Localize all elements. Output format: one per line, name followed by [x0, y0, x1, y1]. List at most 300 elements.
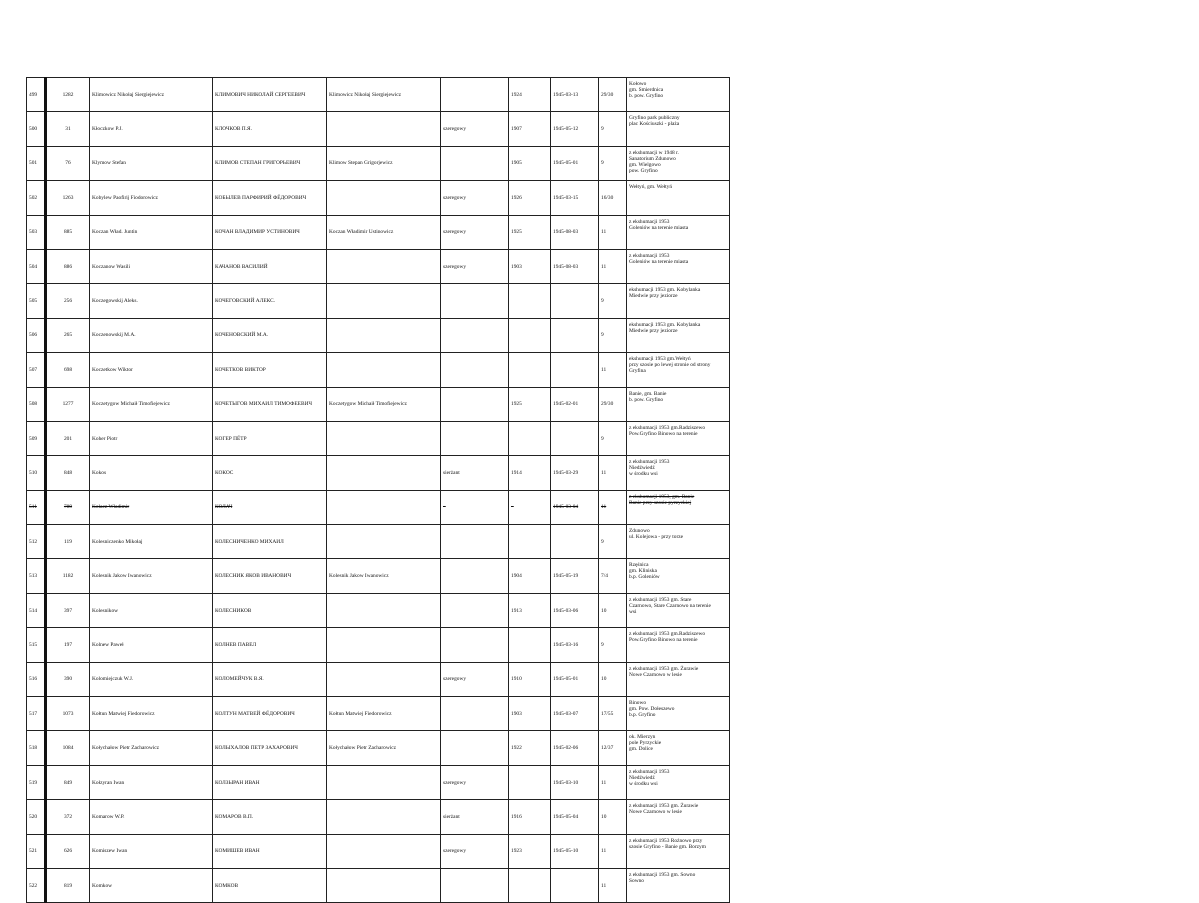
birth-year: 1907	[511, 126, 522, 133]
name-latin-cell	[90, 181, 213, 215]
birth-year-cell	[509, 353, 551, 387]
name-cyrillic-cell	[213, 387, 327, 421]
death-date-cell	[551, 731, 599, 765]
grave-number-cell	[599, 834, 627, 868]
death-date: 1945-03-06	[553, 607, 579, 614]
military-rank-cell	[441, 318, 509, 352]
record-id-cell	[46, 525, 90, 559]
military-rank-cell	[441, 112, 509, 146]
burial-location-line: Gryfina	[629, 368, 646, 375]
record-id-cell	[46, 868, 90, 902]
burial-location-line: Goleniów na terenie miasta	[629, 224, 689, 231]
birth-year: 1925	[511, 229, 522, 236]
name-latin: Koczan Wład. Juntin	[92, 229, 138, 236]
entry-number: 522	[29, 882, 38, 889]
death-date-cell	[551, 593, 599, 627]
military-rank-cell	[441, 215, 509, 249]
burial-location-line: pow. Gryfino	[629, 167, 658, 174]
entry-number: 509	[29, 435, 38, 442]
name-cyrillic: КОМКОВ	[215, 882, 239, 889]
grave-number-cell	[599, 112, 627, 146]
name-cyrillic: КОЛТУН МАТВЕЙ ФЁДОРОВИЧ	[215, 710, 295, 717]
burial-location-cell	[627, 112, 730, 146]
birth-year-cell	[509, 834, 551, 868]
birth-year-cell	[509, 249, 551, 283]
death-date: 1945-03-10	[553, 779, 579, 786]
death-date: 1945-08-03	[553, 263, 579, 270]
name-transliteration-cell	[327, 353, 441, 387]
record-id: 76	[65, 160, 71, 167]
name-cyrillic: КОЛЗЫРАН ИВАН	[215, 779, 260, 786]
name-transliteration-cell	[327, 834, 441, 868]
military-rank: szeregowy	[443, 848, 467, 855]
death-date: 1945-05-01	[553, 160, 579, 167]
grave-number: 11	[601, 469, 607, 476]
burial-location-line: z ekshumacji 1953, gm. Banie	[629, 493, 695, 500]
grave-number-cell	[599, 697, 627, 731]
table-row	[27, 249, 730, 283]
record-id: 1182	[62, 573, 74, 580]
grave-number-cell	[599, 731, 627, 765]
grave-number-cell	[599, 387, 627, 421]
record-id: 1263	[62, 194, 74, 201]
burial-location-line: z ekshumacji 1953 gm.Radziszewo	[629, 631, 706, 638]
burial-location-line: z ekshumacji 1953 gm. Sowno	[629, 871, 696, 878]
burial-location-line: Miedwie przy jeziorze	[629, 327, 678, 334]
name-latin-cell	[90, 559, 213, 593]
burial-location-line: z ekshumacji 1953 Rożnowo przy	[629, 837, 703, 844]
burial-location-line: gm. Kliniska	[629, 568, 657, 575]
table-row	[27, 215, 730, 249]
birth-year: 1903	[511, 263, 522, 270]
name-cyrillic: КОБЫЛЕВ ПАРФИРИЙ ФЁДОРОВИЧ	[215, 194, 307, 201]
birth-year-cell	[509, 112, 551, 146]
grave-number-cell	[599, 800, 627, 834]
burial-location-cell	[627, 284, 730, 318]
name-transliteration-cell	[327, 456, 441, 490]
table-row	[27, 525, 730, 559]
grave-number-cell	[599, 868, 627, 902]
name-latin-cell	[90, 490, 213, 524]
entry-number: 519	[29, 779, 38, 786]
military-rank: sierżant	[443, 469, 460, 476]
name-latin-cell	[90, 421, 213, 455]
record-id: 1073	[62, 710, 74, 717]
burial-location-line: Miedwie przy jeziorze	[629, 293, 678, 300]
grave-number-cell	[599, 628, 627, 662]
entry-number: 510	[29, 469, 38, 476]
burial-location-cell	[627, 731, 730, 765]
record-id-cell	[46, 353, 90, 387]
name-transliteration-cell	[327, 318, 441, 352]
birth-year-cell	[509, 765, 551, 799]
name-cyrillic: КОЛНЕВ ПАВЕЛ	[215, 641, 257, 648]
burial-location-line: b.p. Gryfino	[629, 712, 656, 719]
name-cyrillic: КОКОС	[215, 469, 234, 476]
birth-year-cell	[509, 628, 551, 662]
military-rank: sierżant	[443, 813, 460, 820]
name-transliteration-cell	[327, 800, 441, 834]
record-id-cell	[46, 456, 90, 490]
birth-year-cell	[509, 662, 551, 696]
name-transliteration-cell	[327, 765, 441, 799]
burial-location-cell	[627, 421, 730, 455]
name-latin: Kołychałow Pietr Zacharowicz	[92, 745, 160, 752]
name-latin-cell	[90, 78, 213, 112]
burial-location-line: przy szosie po lewej stronie od strony	[629, 362, 711, 369]
entry-number: 504	[29, 263, 38, 270]
name-cyrillic-cell	[213, 662, 327, 696]
entry-number: 516	[29, 676, 38, 683]
burial-location-line: w środku wsi	[629, 780, 658, 787]
name-latin-cell	[90, 284, 213, 318]
name-latin-cell	[90, 765, 213, 799]
name-cyrillic: КОЛОМЕЙЧУК В.Я.	[215, 676, 264, 683]
birth-year-cell	[509, 593, 551, 627]
death-date: 1945-03-29	[553, 469, 579, 476]
entry-number-cell	[27, 181, 46, 215]
record-id: 1277	[62, 401, 74, 408]
burial-location-line: Pow.Gryfino Binowo na terenie	[629, 637, 698, 644]
entry-number-cell	[27, 800, 46, 834]
name-latin: Klimowicz Nikołaj Siergiejewicz	[92, 91, 165, 98]
name-latin: Koczetygow Michaił Timofiejewicz	[92, 401, 170, 408]
entry-number-cell	[27, 868, 46, 902]
burial-location-cell	[627, 387, 730, 421]
grave-number-cell	[599, 353, 627, 387]
burial-location-line: z ekshumacji 1953 gm.Radziszewo	[629, 424, 706, 431]
entry-number-cell	[27, 662, 46, 696]
death-date-cell	[551, 421, 599, 455]
record-id-cell	[46, 78, 90, 112]
record-id-cell	[46, 215, 90, 249]
record-id: 819	[63, 882, 73, 889]
name-latin: Kołzyran Iwan	[92, 779, 125, 786]
death-date: 1945-05-01	[553, 676, 579, 683]
entry-number-cell	[27, 765, 46, 799]
name-transliteration: Kołychałow Pietr Zacharowicz	[329, 745, 397, 752]
table-row	[27, 181, 730, 215]
table-row	[27, 800, 730, 834]
burial-location-cell	[627, 525, 730, 559]
name-cyrillic: КОМАРОВ В.П.	[215, 813, 254, 820]
burial-location-line: b. pow. Gryfino	[629, 396, 664, 403]
record-id: 849	[63, 779, 73, 786]
table-row	[27, 765, 730, 799]
name-cyrillic: КОМИШЕВ ИВАН	[215, 848, 260, 855]
military-rank-cell	[441, 525, 509, 559]
name-cyrillic-cell	[213, 284, 327, 318]
name-latin: Koczetkow Wiktor	[92, 366, 133, 373]
death-date-cell	[551, 215, 599, 249]
burial-location-line: z ekshumacji w 1948 r.	[629, 149, 679, 156]
table-row	[27, 662, 730, 696]
name-transliteration-cell	[327, 868, 441, 902]
birth-year: 1916	[511, 813, 522, 820]
burial-location-line: Binowo	[629, 700, 647, 707]
birth-year: 1926	[511, 194, 522, 201]
name-cyrillic: КОЧЕТКОВ ВИКТОР	[215, 366, 266, 373]
name-transliteration: Kolesnik Jakow Iwanowicz	[329, 573, 389, 580]
name-latin: Komiszew Iwan	[92, 848, 128, 855]
table-row	[27, 731, 730, 765]
record-id: 31	[65, 126, 71, 133]
name-cyrillic-cell	[213, 112, 327, 146]
entry-number-cell	[27, 697, 46, 731]
name-latin: Koczegowskij Aleks.	[92, 298, 138, 305]
burial-location-line: plac Kościuszki - plaża	[629, 121, 680, 128]
name-cyrillic-cell	[213, 765, 327, 799]
birth-year: –	[511, 504, 514, 511]
birth-year-cell	[509, 387, 551, 421]
entry-number-cell	[27, 353, 46, 387]
record-id: 848	[63, 469, 73, 476]
burial-location-line: ok. Mierzyn	[629, 734, 656, 741]
entry-number: 520	[29, 813, 38, 820]
burial-location-cell	[627, 318, 730, 352]
table-row	[27, 78, 730, 112]
grave-number-cell	[599, 559, 627, 593]
name-cyrillic: КОЧЕНОВСКИЙ М.А.	[215, 332, 269, 339]
name-cyrillic-cell	[213, 525, 327, 559]
name-cyrillic: КОЛЕСНИК ЯКОВ ИВАНОВИЧ	[215, 573, 292, 580]
entry-number: 518	[29, 745, 38, 752]
death-date-cell	[551, 697, 599, 731]
burial-location-line: Zdunowo	[629, 528, 650, 535]
grave-number-cell	[599, 181, 627, 215]
entry-number-cell	[27, 628, 46, 662]
death-date-cell	[551, 834, 599, 868]
entry-number-cell	[27, 78, 46, 112]
name-cyrillic: КЛОЧКОВ П.Я.	[215, 126, 252, 133]
record-id-cell	[46, 421, 90, 455]
record-id-cell	[46, 800, 90, 834]
name-transliteration-cell	[327, 697, 441, 731]
entry-number-cell	[27, 834, 46, 868]
birth-year-cell	[509, 559, 551, 593]
name-latin: Klymow Stefan	[92, 160, 126, 167]
grave-number: 11	[601, 504, 607, 511]
name-latin-cell	[90, 593, 213, 627]
entry-number: 515	[29, 641, 38, 648]
name-latin-cell	[90, 834, 213, 868]
record-id: 886	[63, 263, 73, 270]
name-transliteration: Klimow Stepan Grigorjewicz	[329, 160, 393, 167]
entry-number-cell	[27, 387, 46, 421]
military-rank-cell	[441, 593, 509, 627]
death-date-cell	[551, 628, 599, 662]
table-row	[27, 421, 730, 455]
name-cyrillic-cell	[213, 697, 327, 731]
entry-number: 513	[29, 573, 38, 580]
grave-number: 9	[601, 160, 604, 167]
burial-location-line: ekshumacji 1953 gm. Kobylanka	[629, 321, 701, 328]
birth-year-cell	[509, 697, 551, 731]
grave-number: 16/30	[601, 194, 614, 201]
record-id-cell	[46, 834, 90, 868]
burial-location-line: b.p. Goleniów	[629, 574, 660, 581]
death-date-cell	[551, 353, 599, 387]
name-latin-cell	[90, 353, 213, 387]
burial-location-line: Gryfino park publiczny	[629, 115, 680, 122]
birth-year-cell	[509, 146, 551, 180]
entry-number-cell	[27, 215, 46, 249]
name-latin: Koczenowskij M.A.	[92, 332, 136, 339]
military-rank-cell	[441, 284, 509, 318]
death-date-cell	[551, 456, 599, 490]
grave-number-cell	[599, 421, 627, 455]
grave-number: 9	[601, 126, 604, 133]
military-rank: szeregowy	[443, 779, 467, 786]
grave-number: 10	[601, 676, 607, 683]
entry-number-cell	[27, 593, 46, 627]
name-cyrillic-cell	[213, 593, 327, 627]
name-cyrillic-cell	[213, 559, 327, 593]
name-latin: Kłoczkow P.J.	[92, 126, 123, 133]
name-cyrillic: КОЧЕГОВСКИЙ АЛЕКС.	[215, 298, 276, 305]
birth-year: 1910	[511, 676, 522, 683]
register-sheet	[26, 77, 729, 903]
name-latin-cell	[90, 800, 213, 834]
military-rank-cell	[441, 697, 509, 731]
burial-location-line: gm. Wielgowo	[629, 161, 661, 168]
military-rank: –	[443, 504, 446, 511]
grave-number: 9	[601, 538, 604, 545]
grave-number-cell	[599, 593, 627, 627]
death-date-cell	[551, 490, 599, 524]
death-date: 1945-03-13	[553, 91, 579, 98]
name-latin-cell	[90, 525, 213, 559]
name-cyrillic: КЛИМОВИЧ НИКОЛАЙ СЕРГЕЕВИЧ	[215, 91, 306, 98]
name-latin: Kołtun Matwiej Fiedorowicz	[92, 710, 155, 717]
military-rank-cell	[441, 490, 509, 524]
birth-year: 1904	[511, 573, 522, 580]
name-latin-cell	[90, 628, 213, 662]
death-date-cell	[551, 868, 599, 902]
burial-location-line: z ekshumacji 1953 gm. Żurawie	[629, 665, 699, 672]
burial-location-line: z ekshumacji 1953	[629, 459, 670, 466]
death-date-cell	[551, 112, 599, 146]
name-cyrillic-cell	[213, 800, 327, 834]
burial-location-cell	[627, 868, 730, 902]
military-rank-cell	[441, 249, 509, 283]
birth-year-cell	[509, 800, 551, 834]
military-rank-cell	[441, 146, 509, 180]
burial-location-cell	[627, 181, 730, 215]
record-id-cell	[46, 490, 90, 524]
entry-number: 517	[29, 710, 38, 717]
record-id-cell	[46, 112, 90, 146]
entry-number-cell	[27, 284, 46, 318]
name-cyrillic: КОГЕР ПЁТР	[215, 435, 247, 442]
grave-number: 11	[601, 229, 607, 236]
death-date: 1945-05-12	[553, 126, 579, 133]
grave-number: 10	[601, 813, 607, 820]
grave-number: 11	[601, 263, 607, 270]
record-id: 397	[63, 607, 73, 614]
table-row	[27, 146, 730, 180]
birth-year-cell	[509, 490, 551, 524]
name-cyrillic: КОЛЕСНИЧЕНКО МИХАИЛ	[215, 538, 284, 545]
name-latin-cell	[90, 215, 213, 249]
grave-number: 11	[601, 366, 607, 373]
burial-location-cell	[627, 215, 730, 249]
grave-number: 29/30	[601, 401, 614, 408]
name-cyrillic-cell	[213, 456, 327, 490]
military-rank-cell	[441, 353, 509, 387]
burial-location-cell	[627, 249, 730, 283]
entry-number-cell	[27, 146, 46, 180]
death-date: 1945-03-16	[553, 641, 579, 648]
name-latin-cell	[90, 697, 213, 731]
birth-year-cell	[509, 284, 551, 318]
burial-location-line: Rzęśnica	[629, 562, 649, 569]
table-row	[27, 628, 730, 662]
grave-number-cell	[599, 765, 627, 799]
birth-year-cell	[509, 525, 551, 559]
burial-location-cell	[627, 800, 730, 834]
birth-year: 1925	[511, 401, 522, 408]
burial-location-line: Nowe Czarnowo w lesie	[629, 671, 682, 678]
burial-location-line: z ekshumacji 1953 gm. Stare	[629, 596, 692, 603]
grave-number-cell	[599, 78, 627, 112]
military-rank-cell	[441, 421, 509, 455]
name-cyrillic-cell	[213, 215, 327, 249]
entry-number: 512	[29, 538, 38, 545]
birth-year-cell	[509, 731, 551, 765]
name-cyrillic: КОЛАЧ	[215, 504, 233, 511]
name-latin-cell	[90, 868, 213, 902]
burial-location-cell	[627, 765, 730, 799]
name-latin: Kolomiejczuk W.J.	[92, 676, 134, 683]
grave-number: 11	[601, 882, 607, 889]
name-latin: Kolesnik Jakow Iwanowicz	[92, 573, 152, 580]
grave-number: 29/30	[601, 91, 614, 98]
name-transliteration-cell	[327, 181, 441, 215]
name-cyrillic: КОЛЕСНИКОВ	[215, 607, 252, 614]
military-rank-cell	[441, 628, 509, 662]
burial-location-cell	[627, 559, 730, 593]
grave-number: 12/37	[601, 745, 614, 752]
name-cyrillic-cell	[213, 78, 327, 112]
grave-number-cell	[599, 146, 627, 180]
name-latin: Kolesniczenko Mikołaj	[92, 538, 143, 545]
military-rank-cell	[441, 800, 509, 834]
grave-number-cell	[599, 318, 627, 352]
record-id-cell	[46, 146, 90, 180]
birth-year-cell	[509, 181, 551, 215]
grave-number-cell	[599, 662, 627, 696]
entry-number: 501	[29, 160, 38, 167]
register-rows	[27, 78, 730, 903]
entry-number: 511	[29, 504, 37, 511]
entry-number: 508	[29, 401, 38, 408]
burial-location-cell	[627, 593, 730, 627]
burial-location-cell	[627, 834, 730, 868]
name-cyrillic-cell	[213, 353, 327, 387]
table-row	[27, 697, 730, 731]
burial-location-line: Pow.Gryfino Binowo na terenie	[629, 430, 698, 437]
birth-year-cell	[509, 421, 551, 455]
name-cyrillic-cell	[213, 318, 327, 352]
death-date-cell	[551, 662, 599, 696]
grave-number: 9	[601, 641, 604, 648]
death-date-cell	[551, 284, 599, 318]
burial-location-line: Kołowo	[629, 81, 647, 87]
military-rank-cell	[441, 559, 509, 593]
birth-year: 1913	[511, 607, 522, 614]
burial-location-line: ul. Kolejowa - przy torze	[629, 534, 684, 541]
